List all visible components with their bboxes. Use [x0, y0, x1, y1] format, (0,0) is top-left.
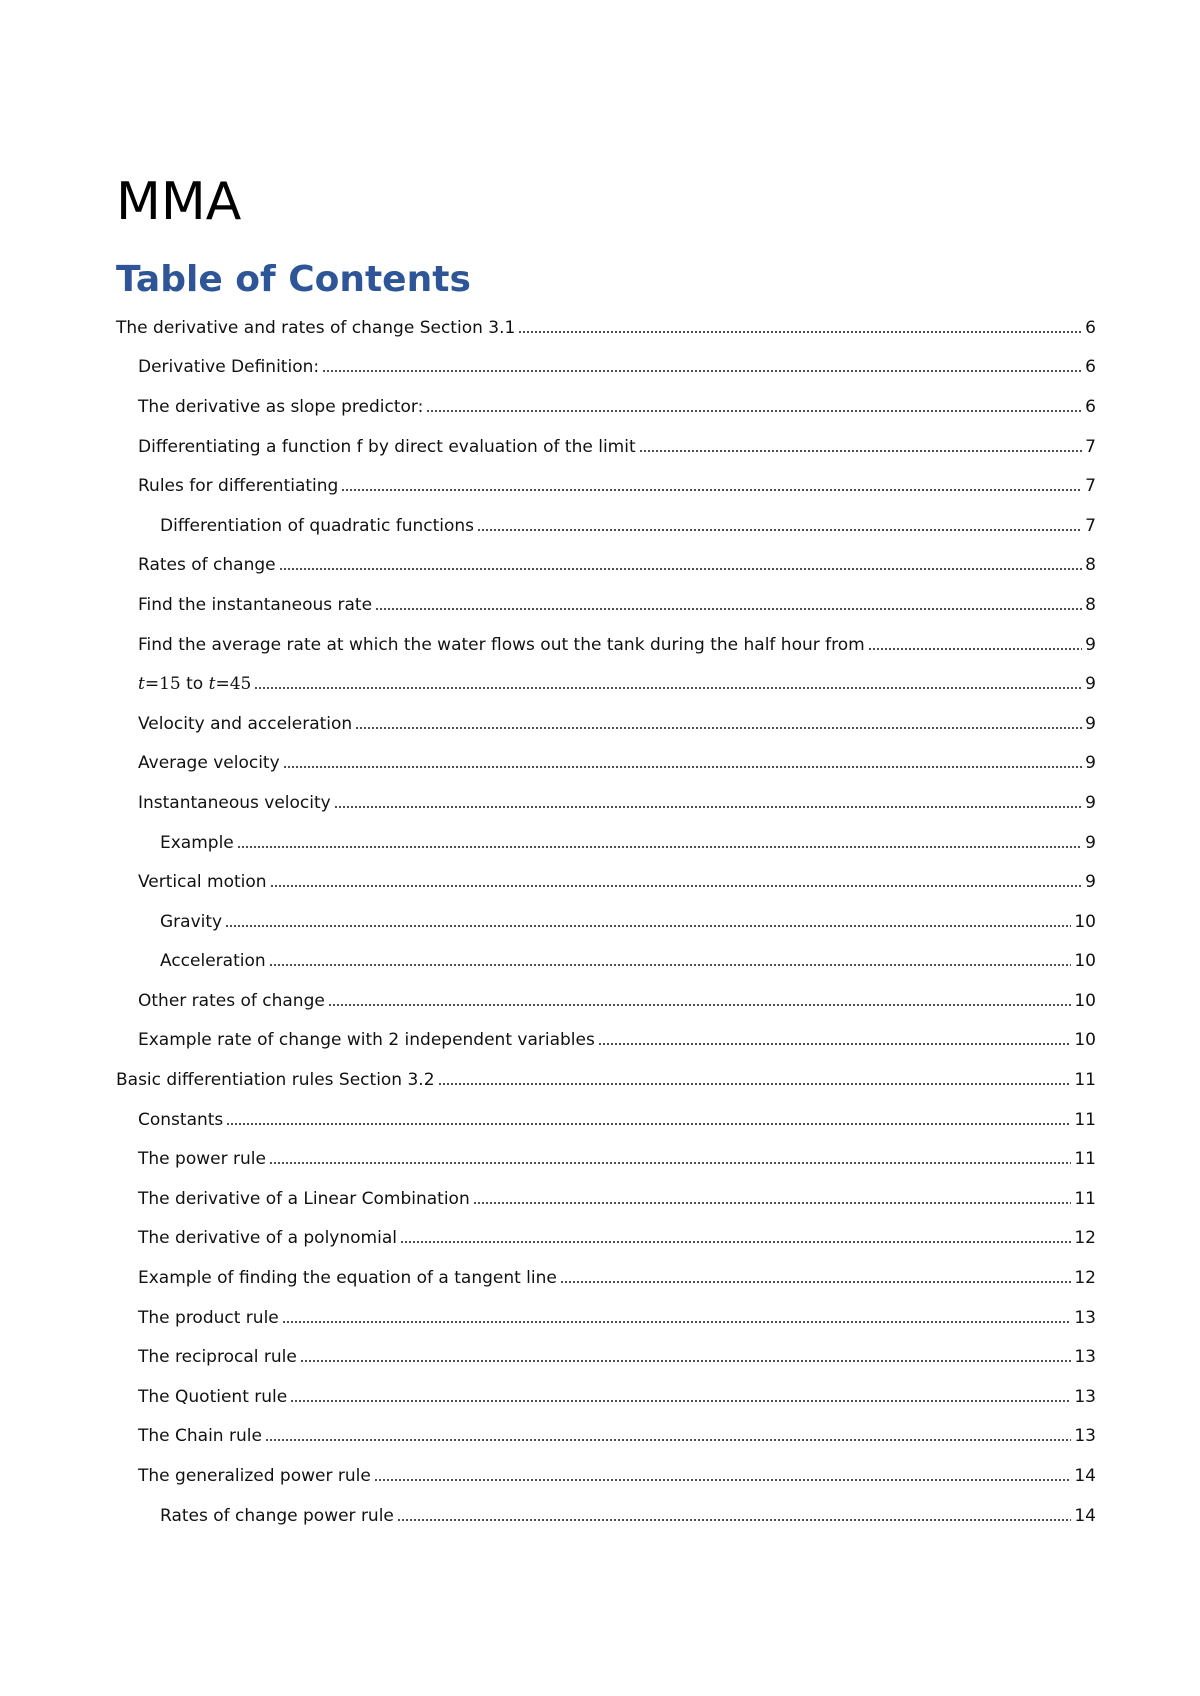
toc-page-number: 14 [1074, 1466, 1096, 1487]
toc-page-number: 8 [1085, 555, 1096, 576]
toc-entry[interactable] [116, 744, 1096, 784]
toc-page-number: 9 [1085, 792, 1096, 813]
toc-entry[interactable] [116, 625, 1096, 665]
toc-entry-label: Example [160, 832, 234, 853]
toc-dot-leader [279, 568, 1083, 570]
toc-entry[interactable] [116, 1139, 1096, 1179]
toc-page-number: 11 [1074, 1070, 1096, 1091]
toc-entry-label: The derivative and rates of change Section 3.1 [116, 317, 516, 338]
toc-entry[interactable] [116, 862, 1096, 902]
toc-entry[interactable] [116, 466, 1096, 506]
toc-entry[interactable] [116, 308, 1096, 348]
toc-entry[interactable] [116, 1337, 1096, 1377]
toc-entry[interactable] [116, 546, 1096, 586]
toc-entry[interactable] [116, 664, 1096, 704]
toc-dot-leader [269, 1162, 1071, 1164]
toc-dot-leader [473, 1202, 1072, 1204]
toc-entry-label: Average velocity [138, 753, 280, 774]
toc-page-number: 7 [1085, 436, 1096, 457]
toc-page-number: 7 [1085, 476, 1096, 497]
toc-dot-leader [283, 766, 1083, 768]
toc-page-number: 6 [1085, 317, 1096, 338]
toc-dot-leader [374, 1479, 1072, 1481]
toc-entry[interactable] [116, 506, 1096, 546]
toc-entry[interactable] [116, 823, 1096, 863]
toc-entry[interactable] [116, 1219, 1096, 1259]
toc-entry[interactable] [116, 1298, 1096, 1338]
toc-entry[interactable] [116, 942, 1096, 982]
toc-dot-leader [290, 1400, 1071, 1402]
toc-entry-label: The generalized power rule [138, 1466, 371, 1487]
toc-math-var2: t [208, 674, 216, 695]
toc-entry-label: Rates of change power rule [160, 1505, 394, 1526]
toc-heading: Table of Contents [116, 259, 471, 300]
toc-dot-leader [282, 1321, 1072, 1323]
toc-page-number: 10 [1074, 1030, 1096, 1051]
toc-dot-leader [269, 964, 1072, 966]
toc-entry-label [138, 674, 251, 694]
toc-entry-label: Differentiating a function f by direct evaluation of the limit [138, 436, 636, 457]
toc-entry-label: Find the average rate at which the water flows out the tank during the half hour from [138, 634, 865, 655]
toc-dot-leader [397, 1519, 1071, 1521]
toc-math-eq2: =45 [215, 674, 252, 695]
toc-page-number: 13 [1074, 1307, 1096, 1328]
toc-dot-leader [438, 1083, 1072, 1085]
toc-entry-label: The reciprocal rule [138, 1347, 297, 1368]
toc-page-number: 9 [1085, 674, 1096, 695]
toc-entry-label: Rules for differentiating [138, 476, 339, 497]
toc-entry-label: Differentiation of quadratic functions [160, 515, 475, 536]
toc-entry-label: The Quotient rule [138, 1386, 288, 1407]
toc-page-number: 6 [1085, 357, 1096, 378]
toc-dot-leader [400, 1241, 1071, 1243]
toc-dot-leader [341, 489, 1082, 491]
toc-entry[interactable] [116, 1496, 1096, 1536]
toc-entry[interactable] [116, 1179, 1096, 1219]
toc-entry-label: Find the instantaneous rate [138, 594, 373, 615]
toc-dot-leader [518, 331, 1082, 333]
toc-page-number: 12 [1074, 1228, 1096, 1249]
toc-page-number: 9 [1085, 713, 1096, 734]
toc-entry-label: The derivative of a polynomial [138, 1228, 397, 1249]
toc-dot-leader [328, 1004, 1072, 1006]
toc-page-number: 10 [1074, 990, 1096, 1011]
toc-page-number: 9 [1085, 753, 1096, 774]
toc-entry[interactable] [116, 1377, 1096, 1417]
toc-dot-leader [355, 727, 1082, 729]
toc-entry-label: Vertical motion [138, 872, 267, 893]
toc-entry-label: The product rule [138, 1307, 279, 1328]
toc-page-number: 9 [1085, 634, 1096, 655]
toc-page-number: 13 [1074, 1386, 1096, 1407]
toc-entry[interactable] [116, 704, 1096, 744]
toc-page-number: 9 [1085, 872, 1096, 893]
toc-entry[interactable] [116, 1456, 1096, 1496]
toc-dot-leader [270, 885, 1083, 887]
toc-page-number: 10 [1074, 951, 1096, 972]
toc-entry[interactable] [116, 387, 1096, 427]
toc-entry[interactable] [116, 783, 1096, 823]
toc-entry-label: Constants [138, 1109, 224, 1130]
toc-entry-label: Acceleration [160, 951, 266, 972]
toc-math-var1: t [138, 674, 145, 695]
toc-entry[interactable] [116, 585, 1096, 625]
toc-page-number: 12 [1074, 1268, 1096, 1289]
toc-entry-label: Other rates of change [138, 990, 325, 1011]
toc-page-number: 7 [1085, 515, 1096, 536]
toc-entry-label: The derivative as slope predictor: [138, 396, 424, 417]
toc-entry[interactable] [116, 427, 1096, 467]
toc-page-number: 11 [1074, 1149, 1096, 1170]
toc-dot-leader [477, 529, 1082, 531]
toc-dot-leader [426, 410, 1082, 412]
toc-entry[interactable] [116, 902, 1096, 942]
table-of-contents [116, 308, 1096, 1535]
toc-entry-label: Example rate of change with 2 independent variables [138, 1030, 595, 1051]
toc-dot-leader [225, 925, 1071, 927]
toc-dot-leader [300, 1360, 1072, 1362]
toc-page-number: 13 [1074, 1426, 1096, 1447]
toc-dot-leader [265, 1439, 1071, 1441]
toc-entry-label: Derivative Definition: [138, 357, 320, 378]
toc-math-mid: to [180, 674, 209, 695]
toc-entry[interactable] [116, 1021, 1096, 1061]
toc-page-number: 11 [1074, 1109, 1096, 1130]
toc-dot-leader [868, 648, 1082, 650]
toc-dot-leader [639, 450, 1083, 452]
toc-entry[interactable] [116, 1417, 1096, 1457]
toc-dot-leader [560, 1281, 1071, 1283]
toc-page-number: 14 [1074, 1505, 1096, 1526]
toc-dot-leader [598, 1043, 1072, 1045]
toc-entry[interactable] [116, 981, 1096, 1021]
toc-entry[interactable] [116, 348, 1096, 388]
document-title: MMA [116, 172, 242, 232]
toc-entry-label: Instantaneous velocity [138, 792, 331, 813]
toc-entry-label: Gravity [160, 911, 223, 932]
toc-dot-leader [334, 806, 1082, 808]
toc-entry-label: Rates of change [138, 555, 276, 576]
toc-page-number: 9 [1085, 832, 1096, 853]
toc-dot-leader [254, 687, 1082, 689]
toc-page-number: 8 [1085, 594, 1096, 615]
toc-entry-label: Basic differentiation rules Section 3.2 [116, 1070, 435, 1091]
toc-page-number: 13 [1074, 1347, 1096, 1368]
toc-dot-leader [375, 608, 1082, 610]
toc-dot-leader [237, 846, 1082, 848]
toc-entry[interactable] [116, 1258, 1096, 1298]
toc-entry-label: Velocity and acceleration [138, 713, 353, 734]
toc-entry-label: The Chain rule [138, 1426, 262, 1447]
toc-page-number: 10 [1074, 911, 1096, 932]
toc-page-number: 6 [1085, 396, 1096, 417]
toc-dot-leader [322, 370, 1082, 372]
toc-dot-leader [226, 1123, 1071, 1125]
toc-entry[interactable] [116, 1060, 1096, 1100]
toc-entry-label: The derivative of a Linear Combination [138, 1188, 470, 1209]
toc-page-number: 11 [1074, 1188, 1096, 1209]
toc-math-eq1: =15 [144, 674, 181, 695]
toc-entry-label: Example of finding the equation of a tangent line [138, 1268, 557, 1289]
toc-entry[interactable] [116, 1100, 1096, 1140]
toc-entry-label: The power rule [138, 1149, 266, 1170]
